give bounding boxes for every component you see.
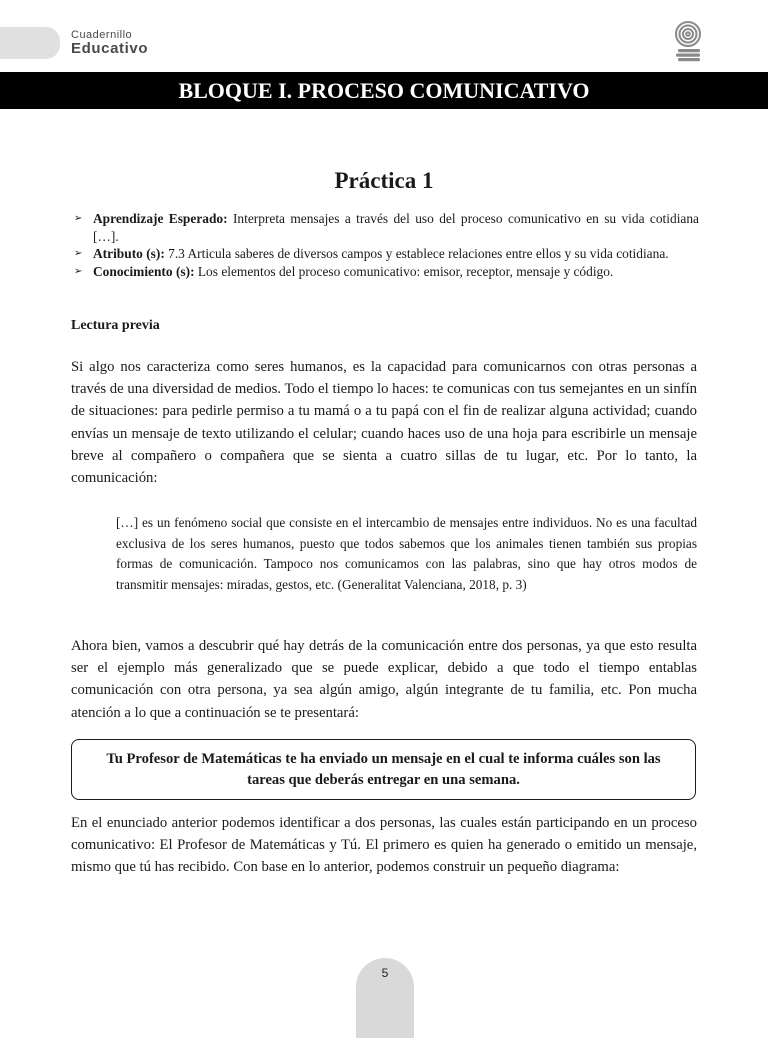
boxed-statement-text: Tu Profesor de Matemáticas te ha enviado un mensaje en el cual te informa cuáles son las tareas que deberás entregar en una semana. [106, 750, 661, 788]
spiral-books-logo-icon [672, 20, 704, 62]
arrow-bullet-icon: ➢ [74, 248, 83, 259]
practice-title: Práctica 1 [334, 168, 434, 193]
list-item [71, 210, 699, 245]
arrow-bullet-icon: ➢ [74, 213, 83, 224]
section-heading: Lectura previa [71, 318, 160, 333]
boxed-statement [71, 739, 696, 800]
paragraph-intro: Si algo nos caracteriza como seres humanos, es la capacidad para comunicarnos con otras personas a través de una diversidad de medios. Todo el tiempo lo haces: te comunicas con tus semejantes en un sinfín de situaciones: para pedirle permiso a tu mamá o a tu papá con el fin de realizar alguna actividad; cuando envías un mensaje de texto utilizando el celular; cuando haces uso de una hoja para escribirle un mensaje breve al compañero o compañera que se sienta a cuatro sillas de tu lugar, etc. Por lo tanto, la comunicación: [71, 359, 697, 487]
brand-line-1: Cuadernillo [71, 29, 133, 41]
list-item [71, 245, 699, 263]
objectives-list [71, 210, 699, 280]
paragraph-discussion: Ahora bien, vamos a descubrir qué hay detrás de la comunicación entre dos personas, ya que esto resulta ser el ejemplo más generalizado que se puede explicar, debido a que todo el tiempo entablas comunicación con otra persona, ya sea algún amigo, algún integrante de tu familia, etc. Pon mucha atención a lo que a continuación se te presentará: [71, 638, 697, 721]
arrow-bullet-icon: ➢ [74, 265, 83, 277]
section-banner: BLOQUE I. PROCESO COMUNICATIVO [0, 72, 768, 109]
block-quote: […] es un fenómeno social que consiste en el intercambio de mensajes entre individuos. No es una facultad exclusiva de los seres humanos, puesto que todos sabemos que los animales tienen también sus propias formas de comunicación. Tampoco nos comunicamos con las palabras, sino que hay otros modos de transmitir mensajes: miradas, gestos, etc. (Generalitat Valenciana, 2018, p. 3) [116, 515, 697, 592]
brand-line-2: Educativo [71, 40, 149, 57]
header-tab-decoration [0, 27, 60, 59]
objective-text: Interpreta mensajes a través del uso del proceso comunicativo en su vida cotidiana […]. [93, 211, 699, 244]
objective-label: Aprendizaje Esperado: [93, 211, 228, 226]
objective-label: Conocimiento (s): [93, 263, 195, 279]
page-number: 5 [381, 966, 389, 980]
paragraph-analysis: En el enunciado anterior podemos identificar a dos personas, las cuales están participando en un proceso comunicativo: El Profesor de Matemáticas y Tú. El primero es quien ha generado o emitido un mensaje, mismo que tú has recibido. Con base en lo anterior, podemos construir un pequeño diagrama: [71, 815, 697, 876]
list-item [71, 263, 699, 281]
objective-label: Atributo (s): [93, 246, 165, 261]
objective-text: 7.3 Articula saberes de diversos campos y establece relaciones entre ellos y su vida cotidiana. [164, 246, 669, 261]
objective-text: Los elementos del proceso comunicativo: emisor, receptor, mensaje y código. [194, 263, 614, 279]
